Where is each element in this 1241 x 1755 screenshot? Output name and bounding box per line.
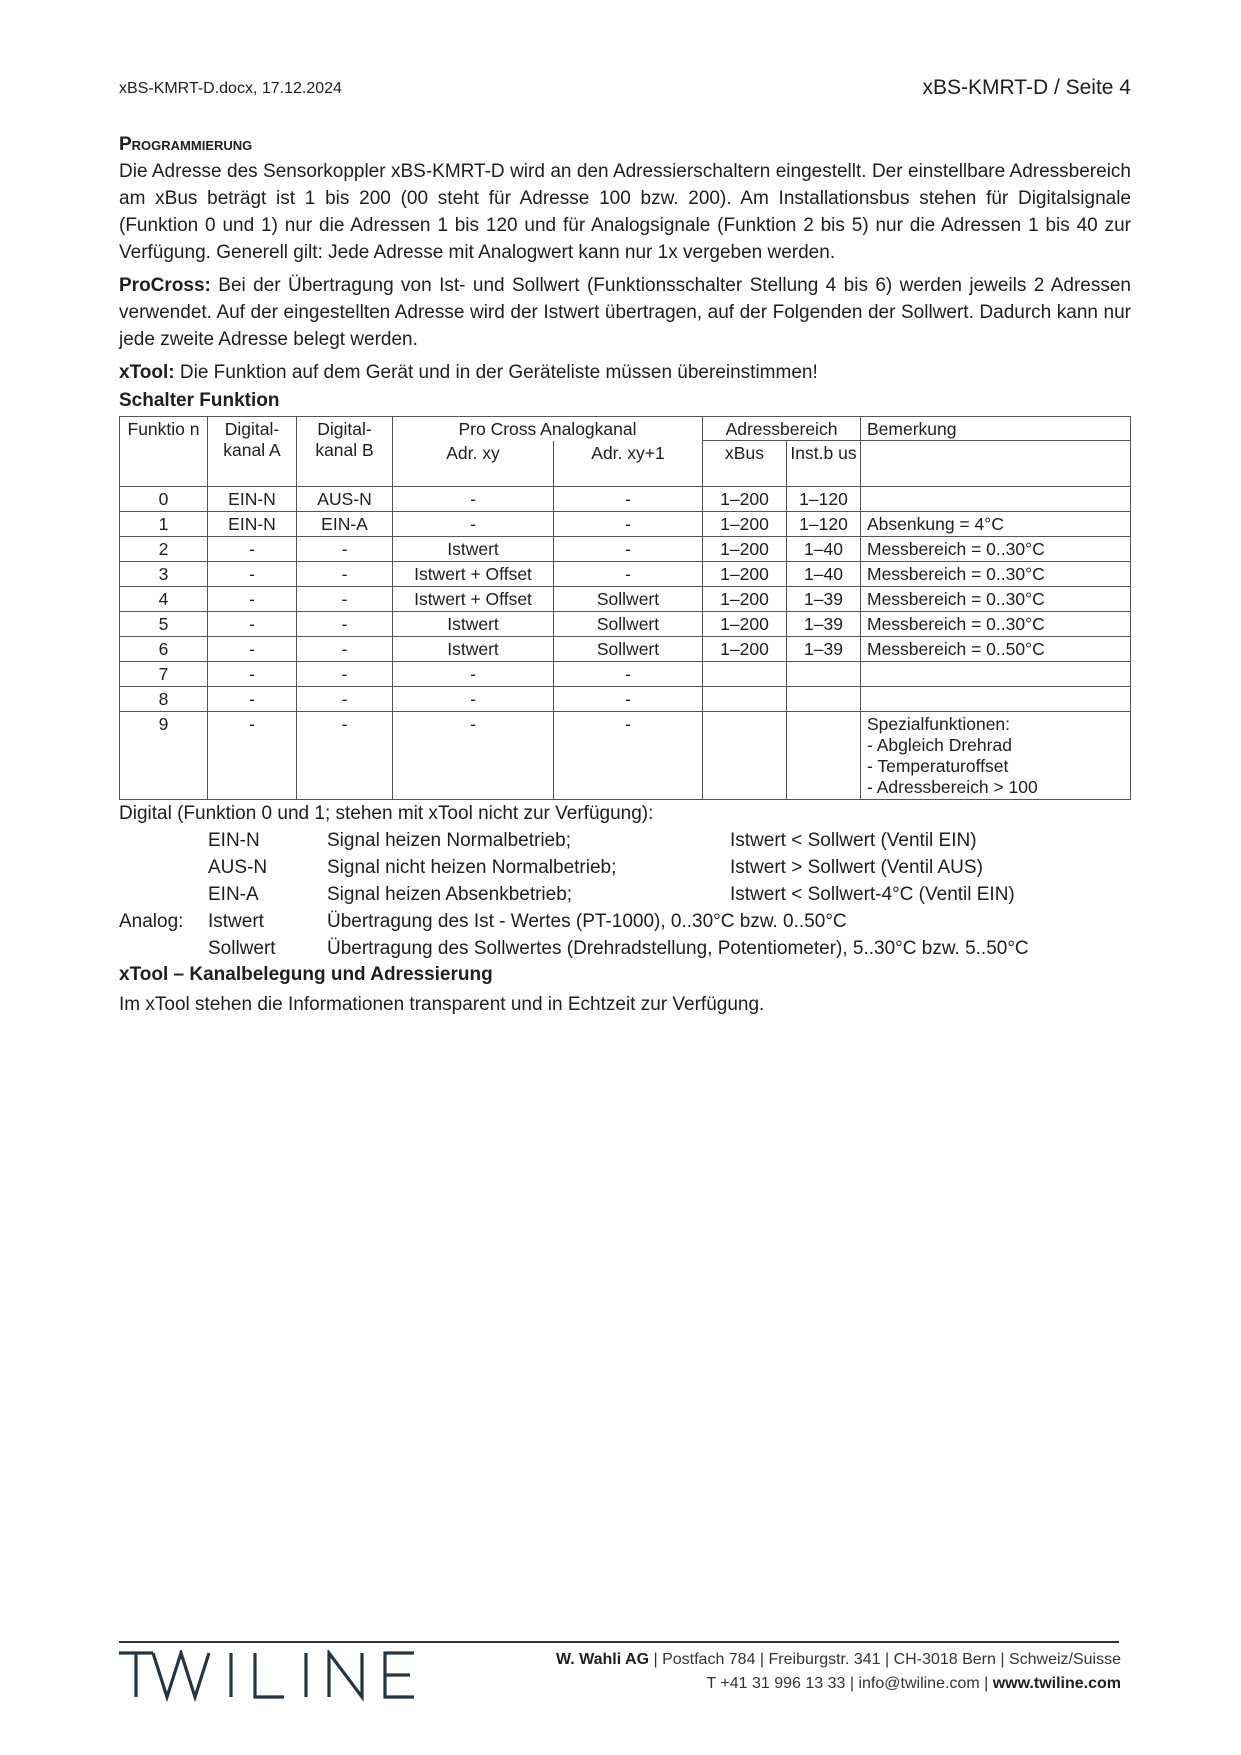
cell-adr-xy: Istwert: [393, 636, 554, 661]
cell-bemerkung: Messbereich = 0..30°C: [861, 586, 1131, 611]
cell-adr-xy: -: [393, 661, 554, 686]
header-adr-xy1: Adr. xy+1: [554, 441, 703, 487]
analog-cell: Übertragung des Ist - Wertes (PT-1000), 0..30°C bzw. 0..50°C: [327, 910, 847, 932]
address-line2: T +41 31 996 13 33 | info@twiline.com |: [706, 1675, 993, 1692]
document-body: [119, 132, 1131, 1024]
cell-instbus: 1–120: [787, 486, 861, 511]
header-xbus: xBus: [703, 441, 787, 487]
legend-cell: AUS-N: [208, 856, 268, 878]
cell-instbus: 1–39: [787, 636, 861, 661]
cell-funktion: 1: [120, 511, 208, 536]
cell-adr-xy1: -: [554, 486, 703, 511]
legend-cell: Istwert < Sollwert (Ventil EIN): [730, 829, 977, 851]
header-instbus: Inst.b us: [787, 441, 861, 487]
header-adressbereich: Adressbereich: [703, 417, 861, 441]
cell-adr-xy: -: [393, 511, 554, 536]
cell-instbus: 1–39: [787, 586, 861, 611]
address-line1: | Postfach 784 | Freiburgstr. 341 | CH-3018 Bern | Schweiz/Suisse: [649, 1651, 1121, 1668]
cell-xbus: [703, 711, 787, 799]
cell-xbus: 1–200: [703, 486, 787, 511]
cell-digital-b: -: [297, 586, 393, 611]
cell-digital-b: -: [297, 711, 393, 799]
analog-cell: Übertragung des Sollwertes (Drehradstellung, Potentiometer), 5..30°C bzw. 5..50°C: [327, 937, 1029, 959]
header-bemerkung-empty: [861, 441, 1131, 487]
table-title: Schalter Funktion: [119, 390, 280, 411]
cell-adr-xy: Istwert: [393, 611, 554, 636]
analog-cell: Istwert: [208, 910, 264, 932]
cell-funktion: 4: [120, 586, 208, 611]
cell-bemerkung: Absenkung = 4°C: [861, 511, 1131, 536]
cell-funktion: 9: [120, 711, 208, 799]
procross-label: ProCross:: [119, 275, 211, 296]
cell-funktion: 3: [120, 561, 208, 586]
header-digital-b: Digital-kanal B: [297, 417, 393, 487]
cell-funktion: 5: [120, 611, 208, 636]
header-digital-a: Digital-kanal A: [208, 417, 297, 487]
cell-adr-xy: -: [393, 486, 554, 511]
cell-bemerkung: Messbereich = 0..30°C: [861, 561, 1131, 586]
cell-instbus: 1–40: [787, 561, 861, 586]
cell-digital-a: EIN-N: [208, 486, 297, 511]
cell-digital-a: -: [208, 536, 297, 561]
cell-adr-xy: Istwert: [393, 536, 554, 561]
cell-funktion: 0: [120, 486, 208, 511]
cell-digital-b: -: [297, 561, 393, 586]
cell-digital-a: -: [208, 636, 297, 661]
legend-cell: Signal heizen Absenkbetrieb;: [327, 883, 573, 905]
cell-digital-a: -: [208, 611, 297, 636]
company-name: W. Wahli AG: [556, 1651, 650, 1668]
cell-bemerkung: Messbereich = 0..30°C: [861, 536, 1131, 561]
cell-xbus: 1–200: [703, 536, 787, 561]
table-row: [120, 611, 1131, 636]
cell-digital-a: -: [208, 661, 297, 686]
digital-heading: Digital (Funktion 0 und 1; stehen mit xTool nicht zur Verfügung):: [119, 802, 654, 824]
legend-cell: Signal heizen Normalbetrieb;: [327, 829, 571, 851]
cell-digital-b: EIN-A: [297, 511, 393, 536]
cell-adr-xy1: -: [554, 711, 703, 799]
special-function-note: - Abgleich Drehrad: [867, 734, 1012, 755]
analog-cell: Analog:: [119, 910, 184, 932]
xtool-note-label: xTool:: [119, 362, 175, 383]
section-title: Programmierung: [119, 134, 253, 155]
cell-instbus: [787, 686, 861, 711]
legend-row: [119, 827, 1131, 854]
header-adr-xy: Adr. xy: [393, 441, 554, 487]
legend-cell: Istwert < Sollwert-4°C (Ventil EIN): [730, 883, 1015, 905]
cell-bemerkung: Messbereich = 0..30°C: [861, 611, 1131, 636]
cell-adr-xy1: Sollwert: [554, 636, 703, 661]
cell-funktion: 2: [120, 536, 208, 561]
cell-bemerkung: [861, 661, 1131, 686]
cell-bemerkung: Messbereich = 0..50°C: [861, 636, 1131, 661]
table-row: [120, 661, 1131, 686]
legend-cell: [119, 854, 208, 881]
cell-adr-xy1: -: [554, 561, 703, 586]
cell-funktion: 7: [120, 661, 208, 686]
cell-adr-xy: Istwert + Offset: [393, 561, 554, 586]
website-link[interactable]: www.twiline.com: [992, 1675, 1121, 1692]
cell-digital-b: -: [297, 611, 393, 636]
cell-digital-a: -: [208, 561, 297, 586]
header-right: xBS-KMRT-D / Seite 4: [922, 76, 1131, 99]
cell-digital-b: -: [297, 686, 393, 711]
cell-digital-b: AUS-N: [297, 486, 393, 511]
cell-instbus: 1–39: [787, 611, 861, 636]
table-row: [120, 511, 1131, 536]
cell-adr-xy1: Sollwert: [554, 611, 703, 636]
cell-xbus: 1–200: [703, 611, 787, 636]
table-row: [120, 636, 1131, 661]
table-row: [120, 536, 1131, 561]
cell-instbus: 1–120: [787, 511, 861, 536]
header-procross: Pro Cross Analogkanal: [393, 417, 703, 441]
cell-instbus: [787, 711, 861, 799]
footer-divider: [119, 1641, 1119, 1643]
table-row: [120, 686, 1131, 711]
legend-row: [119, 854, 1131, 881]
cell-adr-xy1: -: [554, 536, 703, 561]
special-function-note: Spezialfunktionen:: [867, 713, 1011, 734]
twiline-logo-svg: [119, 1650, 419, 1702]
table-row: [120, 561, 1131, 586]
header-left: xBS-KMRT-D.docx, 17.12.2024: [119, 80, 342, 97]
cell-adr-xy1: Sollwert: [554, 586, 703, 611]
cell-bemerkung: [861, 686, 1131, 711]
cell-xbus: 1–200: [703, 636, 787, 661]
procross-paragraph: [119, 272, 1131, 353]
cell-bemerkung: [861, 486, 1131, 511]
xtool-note-text: Die Funktion auf dem Gerät und in der Geräteliste müssen übereinstimmen!: [174, 362, 818, 383]
legend-cell: EIN-N: [208, 829, 260, 851]
cell-bemerkung: [861, 711, 1131, 799]
xtool-text: Im xTool stehen die Informationen transparent und in Echtzeit zur Verfügung.: [119, 993, 765, 1015]
legend-cell: Istwert > Sollwert (Ventil AUS): [730, 856, 983, 878]
cell-funktion: 6: [120, 636, 208, 661]
legend-cell: Signal nicht heizen Normalbetrieb;: [327, 856, 617, 878]
legend-cell: [119, 827, 208, 854]
analog-cell: Sollwert: [208, 937, 276, 959]
cell-digital-b: -: [297, 536, 393, 561]
cell-xbus: [703, 661, 787, 686]
cell-digital-a: EIN-N: [208, 511, 297, 536]
analog-cell: [119, 935, 208, 962]
cell-digital-b: -: [297, 636, 393, 661]
cell-adr-xy1: -: [554, 511, 703, 536]
cell-adr-xy: -: [393, 686, 554, 711]
cell-digital-a: -: [208, 686, 297, 711]
company-address: [556, 1648, 1121, 1696]
twiline-logo: [119, 1650, 419, 1707]
cell-xbus: 1–200: [703, 561, 787, 586]
legend-cell: [119, 881, 208, 908]
header-funktion: Funktio n: [120, 417, 208, 487]
cell-funktion: 8: [120, 686, 208, 711]
procross-text: Bei der Übertragung von Ist- und Sollwert (Funktionsschalter Stellung 4 bis 6) werden jeweils 2 Adressen verwendet. Auf der eingestellten Adresse wird der Istwert übertragen, auf der Folgenden der Sollwert. Dadurch kann nur jede zweite Adresse belegt werden.: [119, 275, 1131, 350]
header-bemerkung: Bemerkung: [861, 417, 1131, 441]
cell-adr-xy: Istwert + Offset: [393, 586, 554, 611]
cell-xbus: 1–200: [703, 511, 787, 536]
cell-xbus: 1–200: [703, 586, 787, 611]
intro-paragraph: Die Adresse des Sensorkoppler xBS-KMRT-D wird an den Adressierschaltern eingestellt. Der einstellbare Adressbereich am xBus beträgt ist 1 bis 200 (00 steht für Adresse 100 bzw. 200). Am Installationsbus stehen für Digitalsignale (Funktion 0 und 1) nur die Adressen 1 bis 120 und für Analogsignale (Funktion 2 bis 5) nur die Adressen 1 bis 40 zur Verfügung. Generell gilt: Jede Adresse mit Analogwert kann nur 1x vergeben werden.: [119, 161, 1131, 263]
special-function-note: - Temperaturoffset: [867, 755, 1009, 776]
cell-adr-xy: -: [393, 711, 554, 799]
cell-digital-a: -: [208, 711, 297, 799]
cell-digital-a: -: [208, 586, 297, 611]
analog-row: [119, 908, 1131, 935]
legend-row: [119, 881, 1131, 908]
table-row: [120, 486, 1131, 511]
cell-adr-xy1: -: [554, 686, 703, 711]
cell-digital-b: -: [297, 661, 393, 686]
legend: [119, 827, 1131, 962]
cell-instbus: 1–40: [787, 536, 861, 561]
analog-row: [119, 935, 1131, 962]
table-row: [120, 586, 1131, 611]
special-function-note: - Adressbereich > 100: [867, 776, 1038, 797]
table-row: [120, 711, 1131, 799]
legend-cell: EIN-A: [208, 883, 259, 905]
cell-instbus: [787, 661, 861, 686]
xtool-heading: xTool – Kanalbelegung und Adressierung: [119, 963, 493, 985]
cell-adr-xy1: -: [554, 661, 703, 686]
table-header-row: [120, 417, 1131, 441]
xtool-note: [119, 359, 1131, 386]
function-table: [119, 416, 1131, 800]
cell-xbus: [703, 686, 787, 711]
